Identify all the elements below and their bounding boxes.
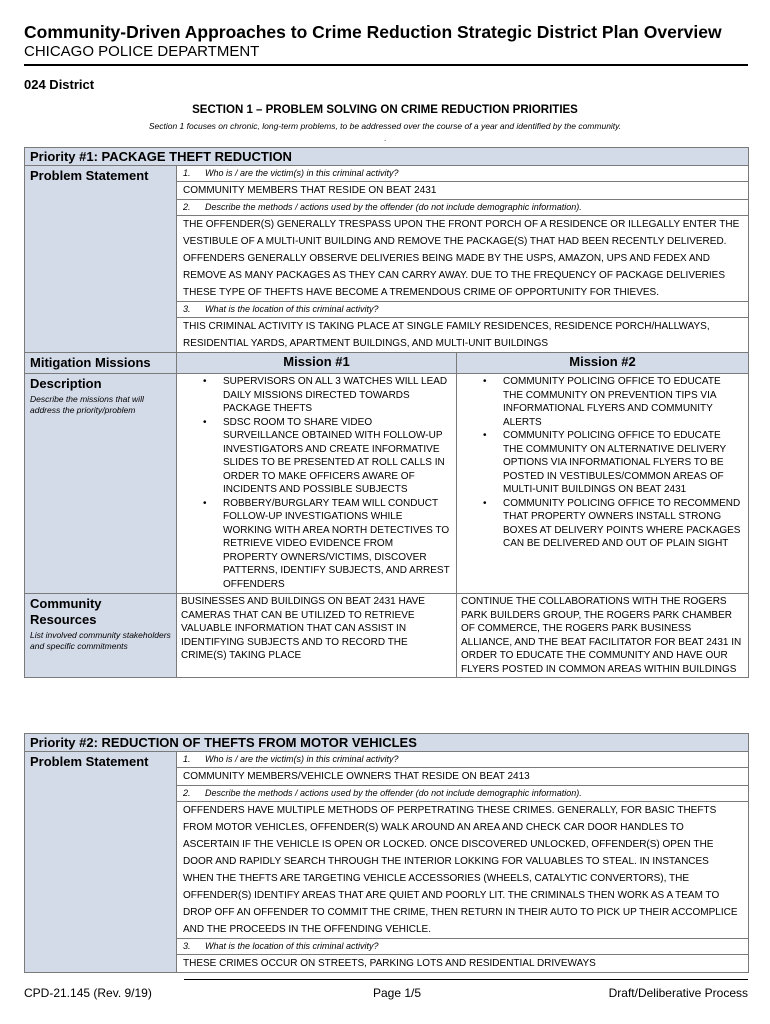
question-location-1: 3. What is the location of this criminal activity? <box>177 302 749 318</box>
mission-1-description <box>177 374 457 594</box>
problem-statement-heading: Problem Statement <box>30 754 149 769</box>
answer-location-1: THIS CRIMINAL ACTIVITY IS TAKING PLACE AT SINGLE FAMILY RESIDENCES, RESIDENCE PORCH/HALLWAYS, RESIDENTIAL YARDS, APARTMENT BUILDINGS, AND MULTI-UNIT BUILDINGS <box>177 318 749 353</box>
department-name: CHICAGO POLICE DEPARTMENT <box>24 43 260 60</box>
section-dot: . <box>384 134 387 143</box>
priority-2-table <box>24 733 749 973</box>
footer-divider <box>184 979 748 980</box>
list-item: • SUPERVISORS ON ALL 3 WATCHES WILL LEAD DAILY MISSIONS DIRECTED TOWARDS PACKAGE THEFTS <box>183 375 450 416</box>
section-description: Section 1 focuses on chronic, long-term problems, to be addressed over the course of a year and identified by the community. <box>148 121 622 131</box>
priority-2-title: Priority #2: REDUCTION OF THEFTS FROM MOTOR VEHICLES <box>25 734 749 752</box>
form-number: CPD-21.145 (Rev. 9/19) <box>24 986 152 1000</box>
question-location-2: 3. What is the location of this criminal activity? <box>177 939 749 955</box>
answer-victims-1: COMMUNITY MEMBERS THAT RESIDE ON BEAT 2431 <box>177 182 749 200</box>
mission-1-resources: BUSINESSES AND BUILDINGS ON BEAT 2431 HAVE CAMERAS THAT CAN BE UTILIZED TO RETRIEVE VALUABLE INFORMATION THAT CAN ASSIST IN IDENTIFYING SUBJECTS AND TO RECORD THE CRIME(S) TAKING PLACE <box>177 594 457 678</box>
answer-methods-1: THE OFFENDER(S) GENERALLY TRESPASS UPON THE FRONT PORCH OF A RESIDENCE OR ILLEGALLY ENTER THE VESTIBULE OF A MULTI-UNIT BUILDING AND REMOVE THE PACKAGE(S) THAT HAD BEEN RECENTLY DELIVERED. OFFENDERS GENERALLY OBSERVE DELIVERIES BEING MADE BY THE USPS, AMAZON, UPS AND FEDEX AND REMOVE AS MANY PACKAGES AS THEY CAN CARRY AWAY. DUE TO THE FREQUENCY OF PACKAGE DELIVERIES THESE TYPE OF THEFTS HAVE BECOME A TREMENDOUS CRIME OF OPPORTUNITY FOR THIEVES. <box>177 216 749 302</box>
list-item: • COMMUNITY POLICING OFFICE TO RECOMMEND THAT PROPERTY OWNERS INSTALL STRONG BOXES AT DELIVERY POINTS WHERE PACKAGES CAN BE DELIVERED AND OUT OF PLAIN SIGHT <box>463 497 742 551</box>
section-heading: SECTION 1 – PROBLEM SOLVING ON CRIME REDUCTION PRIORITIES <box>192 104 578 116</box>
list-item: • COMMUNITY POLICING OFFICE TO EDUCATE THE COMMUNITY ON ALTERNATIVE DELIVERY OPTIONS VIA INFORMATIONAL FLYERS TO BE POSTED IN VESTIBULES/COMMON AREAS OF MULTI-UNIT BUILDINGS ON BEAT 2431 <box>463 429 742 497</box>
list-item: • COMMUNITY POLICING OFFICE TO EDUCATE THE COMMUNITY ON PREVENTION TIPS VIA INFORMATIONAL FLYERS AND COMMUNITY ALERTS <box>463 375 742 429</box>
document-title: Community-Driven Approaches to Crime Reduction Strategic District Plan Overview <box>24 22 722 42</box>
problem-statement-label-2 <box>25 752 177 973</box>
priority-1-table <box>24 147 749 678</box>
question-victims-1: 1. Who is / are the victim(s) in this criminal activity? <box>177 166 749 182</box>
header-divider <box>24 64 748 66</box>
mission-2-header: Mission #2 <box>457 353 749 374</box>
list-item: • SDSC ROOM TO SHARE VIDEO SURVEILLANCE OBTAINED WITH FOLLOW-UP INVESTIGATORS AND CREATE INFORMATIVE SLIDES TO BE PRESENTED AT ROLL CALLS IN ORDER TO MAKE OFFICERS AWARE OF INCIDENTS AND POSSIBLE SUBJECTS <box>183 416 450 497</box>
district-label: 024 District <box>24 77 95 92</box>
list-item: • ROBBERY/BURGLARY TEAM WILL CONDUCT FOLLOW-UP INVESTIGATIONS WHILE WORKING WITH AREA NORTH DETECTIVES TO RETRIEVE VIDEO EVIDENCE FROM PROPERTY OWNERS/VICTIMS, DISCOVER PATTERNS, IDENTIFY SUBJECTS, AND ARREST OFFENDERS <box>183 497 450 592</box>
answer-location-2: THESE CRIMES OCCUR ON STREETS, PARKING LOTS AND RESIDENTIAL DRIVEWAYS <box>177 955 749 973</box>
mission-1-header: Mission #1 <box>177 353 457 374</box>
question-methods-2: 2. Describe the methods / actions used by the offender (do not include demographic information). <box>177 786 749 802</box>
answer-victims-2: COMMUNITY MEMBERS/VEHICLE OWNERS THAT RESIDE ON BEAT 2413 <box>177 768 749 786</box>
question-methods-1: 2. Describe the methods / actions used by the offender (do not include demographic information). <box>177 200 749 216</box>
description-label: Description Describe the missions that will address the priority/problem <box>25 374 177 594</box>
page-number: Page 1/5 <box>373 986 422 1000</box>
mission-2-resources: CONTINUE THE COLLABORATIONS WITH THE ROGERS PARK BUILDERS GROUP, THE ROGERS PARK CHAMBER OF COMMERCE, THE ROGERS PARK BUSINESS ALLIANCE, AND THE BEAT FACILITATOR FOR BEAT 2431 IN ORDER TO EDUCATE THE COMMUNITY AND HAVE OUR FLYERS POSTED IN COMMON AREAS WITHIN BUILDINGS <box>457 594 749 678</box>
document-status: Draft/Deliberative Process <box>608 986 748 1000</box>
question-victims-2: 1. Who is / are the victim(s) in this criminal activity? <box>177 752 749 768</box>
problem-statement-label-1 <box>25 166 177 353</box>
community-resources-label: Community Resources List involved community stakeholders and specific commitments <box>25 594 177 678</box>
problem-statement-heading: Problem Statement <box>30 168 149 183</box>
priority-1-title: Priority #1: PACKAGE THEFT REDUCTION <box>25 148 749 166</box>
answer-methods-2: OFFENDERS HAVE MULTIPLE METHODS OF PERPETRATING THESE CRIMES. GENERALLY, FOR BASIC THEFTS FROM MOTOR VEHICLES, OFFENDER(S) WALK AROUND AN AREA AND CHECK CAR DOOR HANDLES TO ASCERTAIN IF THE VEHICLE IS OPEN OR LOCKED. ONCE DISCOVERED UNLOCKED, OFFENDER(S) OPEN THE DOOR AND RAPIDLY SEARCH THROUGH THE INTERIOR LOKKING FOR VALUABLES TO STEAL. IN INSTANCES WHEN THE THEFTS ARE TARGETING VEHICLE ACCESSORIES (WHEELS, CATALYTIC CONVERTORS), THE OFFENDER(S) IDENTIFY AREAS THAT ARE QUIET AND POORLY LIT. THE CRIMINALS THEN WORK AS A TEAM TO DROP OFF AN OFFENDER TO COMMIT THE CRIME, THEN RETURN IN THEIR AUTO TO PICK UP THEIR ACCOMPLICE AND THE PROCEEDS IN THE OFFENDING VEHICLE. <box>177 802 749 939</box>
mission-2-description <box>457 374 749 594</box>
mitigation-missions-label: Mitigation Missions <box>25 353 177 374</box>
